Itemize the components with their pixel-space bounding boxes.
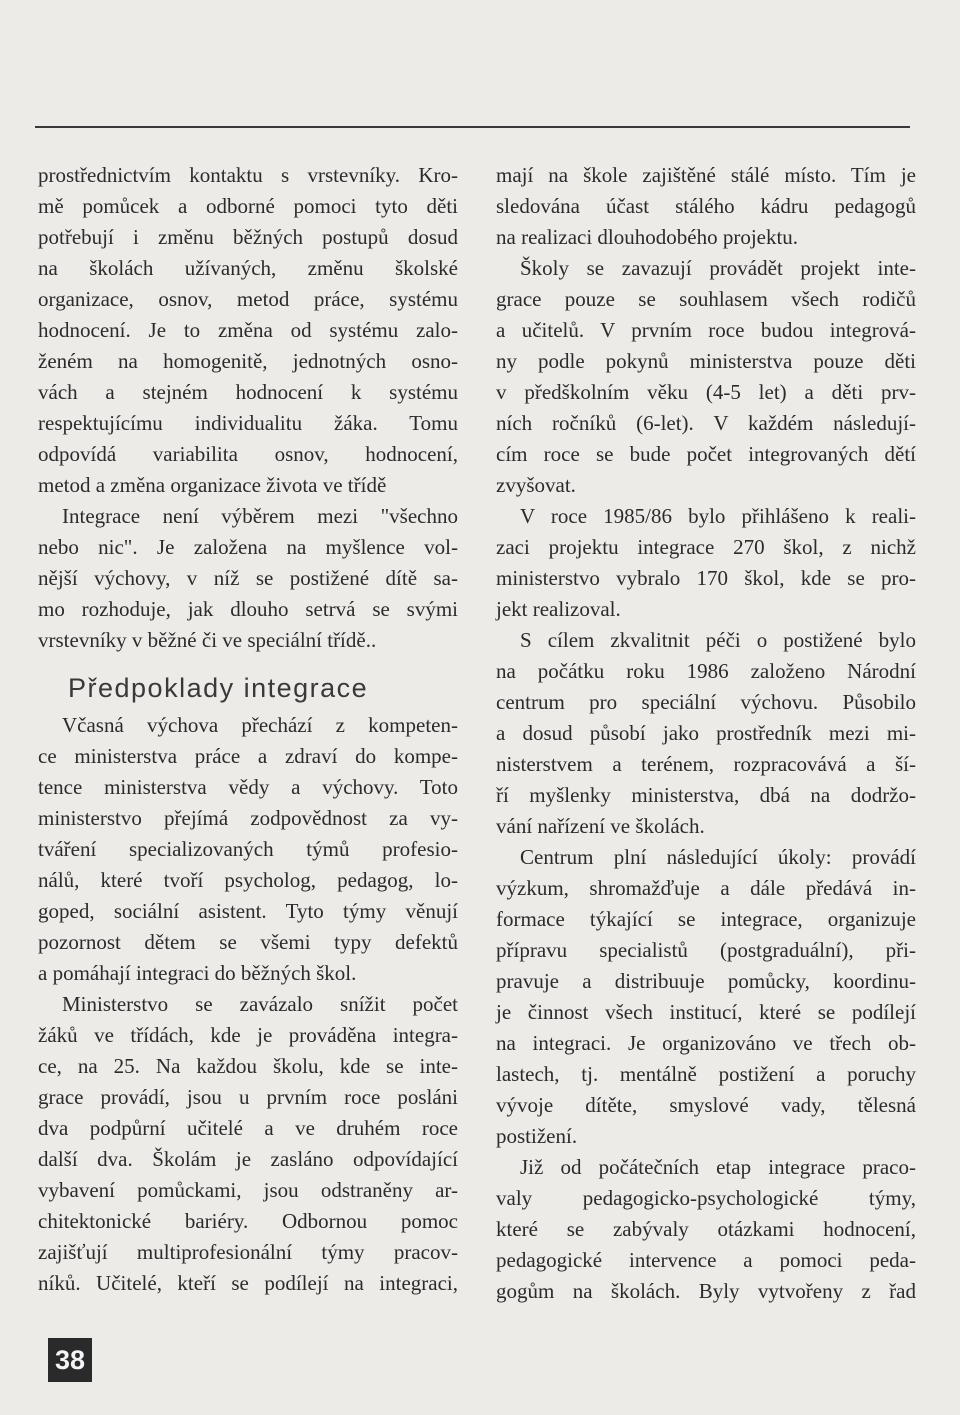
text-line: ženém na homogenitě, jednotných osno-	[38, 349, 458, 373]
text-line: grace pouze se souhlasem všech rodičů	[496, 287, 916, 311]
text-line: cím roce se bude počet integrovaných dětí	[496, 442, 916, 466]
text-line: výzkum, shromažďuje a dále předává in-	[496, 876, 916, 900]
text-line: nisterstvem a terénem, rozpracovává a ší-	[496, 752, 916, 776]
text-line: ří myšlenky ministerstva, dbá na dodržo-	[496, 783, 916, 807]
text-line: přípravu specialistů (postgraduální), při-	[496, 938, 916, 962]
text-line: vybavení pomůckami, jsou odstraněny ar-	[38, 1178, 458, 1202]
text-line: níků. Učitelé, kteří se podílejí na integraci,	[38, 1271, 458, 1295]
text-line: prostřednictvím kontaktu s vrstevníky. Kro-	[38, 163, 458, 187]
text-line: Včasná výchova přechází z kompeten-	[62, 713, 458, 737]
text-line: v předškolním věku (4-5 let) a děti prv-	[496, 380, 916, 404]
text-line: organizace, osnov, metod práce, systému	[38, 287, 458, 311]
text-line: nálů, které tvoří psycholog, pedagog, lo-	[38, 868, 458, 892]
paragraph	[496, 842, 916, 1152]
page-number: 38	[48, 1338, 92, 1382]
text-line: tváření specializovaných týmů profesio-	[38, 837, 458, 861]
text-line: ministerstvo přejímá zodpovědnost za vy-	[38, 806, 458, 830]
paragraph	[38, 160, 458, 501]
text-line: je činnost všech institucí, které se podílejí	[496, 1000, 916, 1024]
text-line: na realizaci dlouhodobého projektu.	[496, 225, 799, 249]
text-line: hodnocení. Je to změna od systému zalo-	[38, 318, 458, 342]
text-line: mě pomůcek a odborné pomoci tyto děti	[38, 194, 458, 218]
text-line: S cílem zkvalitnit péči o postižené bylo	[520, 628, 916, 652]
text-line: Již od počátečních etap integrace praco-	[520, 1155, 916, 1179]
text-line: V roce 1985/86 bylo přihlášeno k reali-	[520, 504, 916, 528]
text-line: zaci projektu integrace 270 škol, z nichž	[496, 535, 916, 559]
text-line: ních ročníků (6-let). V každém následují-	[496, 411, 916, 435]
text-line: zvyšovat.	[496, 473, 576, 497]
text-line: na integraci. Je organizováno ve třech ob-	[496, 1031, 916, 1055]
paragraph	[496, 253, 916, 501]
paragraph	[38, 710, 458, 989]
right-column	[496, 160, 916, 1307]
text-line: centrum pro speciální výchovu. Působilo	[496, 690, 916, 714]
text-line: nebo nic". Je založena na myšlence vol-	[38, 535, 458, 559]
top-rule	[35, 126, 910, 128]
section-heading: Předpoklady integrace	[68, 673, 369, 703]
text-line: postižení.	[496, 1124, 578, 1148]
paragraph	[496, 625, 916, 842]
text-line: lastech, tj. mentálně postižení a poruchy	[496, 1062, 916, 1086]
text-line: Školy se zavazují provádět projekt inte-	[520, 256, 916, 280]
text-line: odpovídá variabilita osnov, hodnocení,	[38, 442, 458, 466]
paragraph	[496, 1152, 916, 1307]
text-line: nější výchovy, v níž se postižené dítě sa-	[38, 566, 458, 590]
text-line: další dva. Školám je zasláno odpovídající	[38, 1147, 458, 1171]
text-line: gogům na školách. Byly vytvořeny z řad	[496, 1279, 916, 1303]
text-line: ce ministerstva práce a zdraví do kompe-	[38, 744, 458, 768]
text-line: formace týkající se integrace, organizuje	[496, 907, 916, 931]
text-line: vrstevníky v běžné či ve speciální třídě..	[38, 628, 377, 652]
text-line: mo rozhoduje, jak dlouho setrvá se svými	[38, 597, 458, 621]
text-line: zajišťují multiprofesionální týmy pracov-	[38, 1240, 458, 1264]
paragraph	[38, 501, 458, 656]
text-line: které se zabývaly otázkami hodnocení,	[496, 1217, 916, 1241]
text-line: na počátku roku 1986 založeno Národní	[496, 659, 916, 683]
paragraph	[496, 160, 916, 253]
text-line: respektujícímu individualitu žáka. Tomu	[38, 411, 458, 435]
text-line: a učitelů. V prvním roce budou integrová-	[496, 318, 916, 342]
paragraph	[496, 501, 916, 625]
text-line: Ministerstvo se zavázalo snížit počet	[62, 992, 458, 1016]
text-line: a pomáhají integraci do běžných škol.	[38, 961, 357, 985]
text-line: pedagogické intervence a pomoci peda-	[496, 1248, 916, 1272]
text-line: a dosud působí jako prostředník mezi mi-	[496, 721, 916, 745]
text-line: valy pedagogicko-psychologické týmy,	[496, 1186, 916, 1210]
text-line: na školách užívaných, změnu školské	[38, 256, 458, 280]
text-line: vání nařízení ve školách.	[496, 814, 705, 838]
text-line: vách a stejném hodnocení k systému	[38, 380, 458, 404]
text-line: Integrace není výběrem mezi "všechno	[62, 504, 458, 528]
text-line: chitektonické bariéry. Odbornou pomoc	[38, 1209, 458, 1233]
text-line: metod a změna organizace života ve třídě	[38, 473, 387, 497]
text-line: grace provádí, jsou u prvním roce posláni	[38, 1085, 458, 1109]
text-line: jekt realizoval.	[496, 597, 621, 621]
text-line: žáků ve třídách, kde je prováděna integra-	[38, 1023, 458, 1047]
text-line: goped, sociální asistent. Tyto týmy věnují	[38, 899, 458, 923]
text-line: ce, na 25. Na každou školu, kde se inte-	[38, 1054, 458, 1078]
text-line: dva podpůrní učitelé a ve druhém roce	[38, 1116, 458, 1140]
text-line: tence ministerstva vědy a výchovy. Toto	[38, 775, 458, 799]
text-line: pozornost dětem se všemi typy defektů	[38, 930, 458, 954]
text-line: Centrum plní následující úkoly: provádí	[520, 845, 916, 869]
text-line: vývoje dítěte, smyslové vady, tělesná	[496, 1093, 916, 1117]
text-line: ny podle pokynů ministerstva pouze děti	[496, 349, 916, 373]
text-line: pravuje a distribuuje pomůcky, koordinu-	[496, 969, 916, 993]
text-line: potřebují i změnu běžných postupů dosud	[38, 225, 458, 249]
left-column	[38, 160, 458, 1299]
text-line: mají na škole zajištěné stálé místo. Tím je	[496, 163, 916, 187]
text-line: sledována účast stálého kádru pedagogů	[496, 194, 916, 218]
text-line: ministerstvo vybralo 170 škol, kde se pro-	[496, 566, 916, 590]
paragraph	[38, 989, 458, 1299]
